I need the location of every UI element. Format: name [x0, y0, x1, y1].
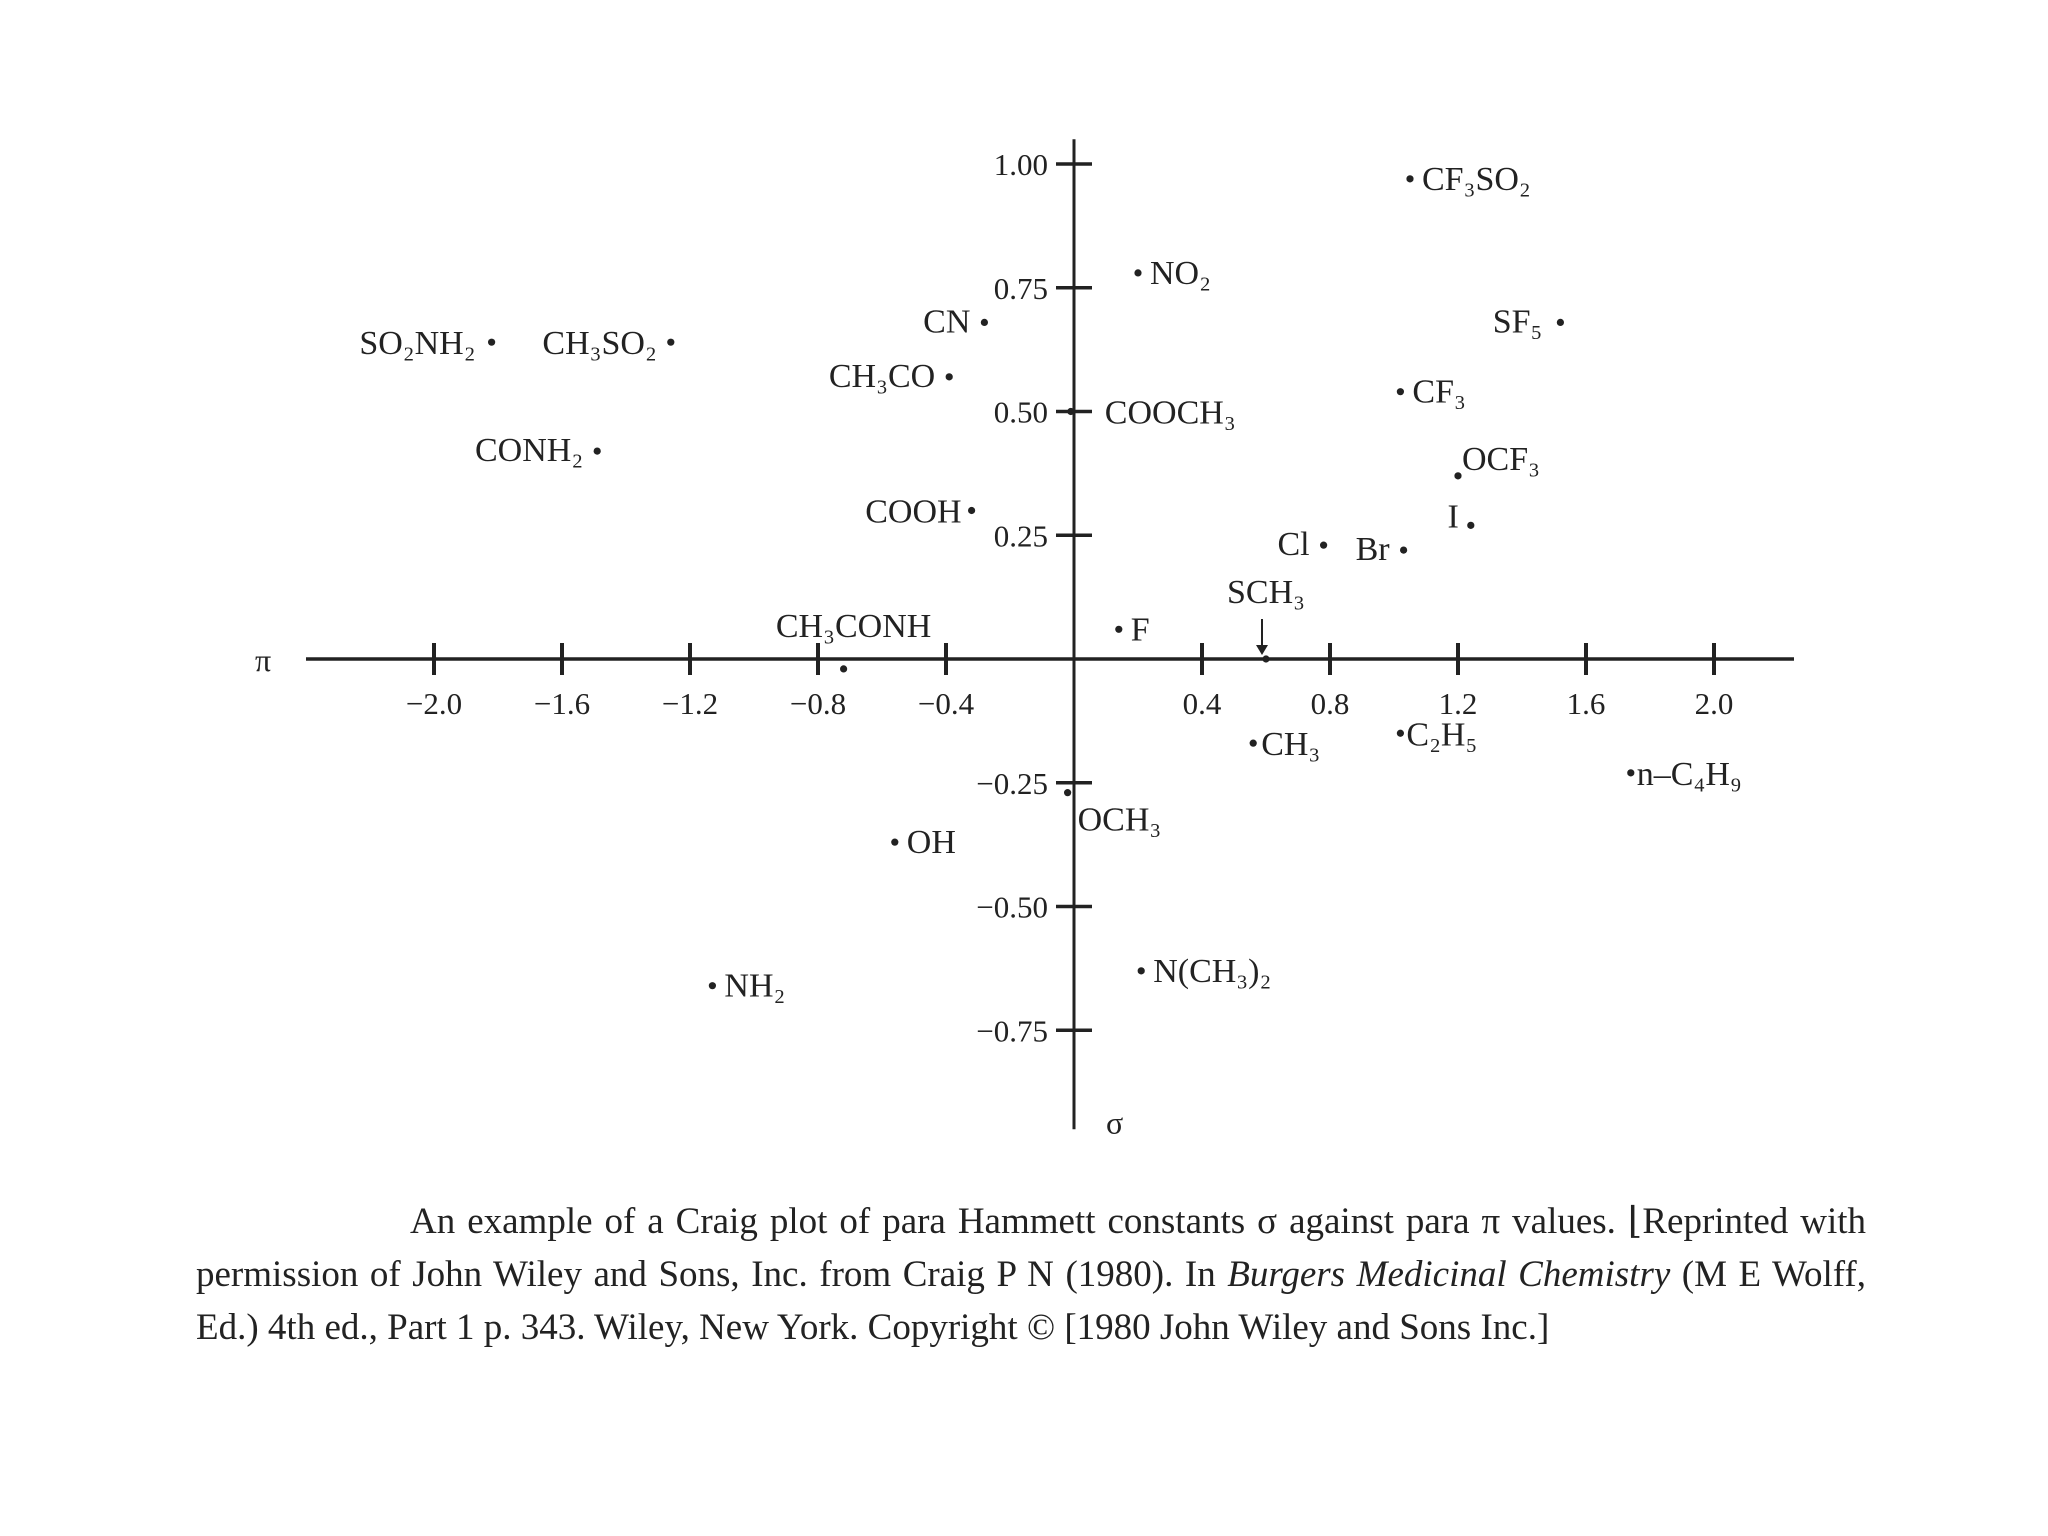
- point-marker: [1467, 522, 1474, 529]
- point-marker: [1134, 269, 1141, 276]
- point-marker: [1557, 319, 1564, 326]
- point-label: CH₃SO₂: [542, 325, 657, 363]
- caption-publication-details: (M E Wolff, Ed.) 4th ed., Part 1 p. 343. Wiley, New York. Copyright © [1980 John Wiley and Sons Inc.]: [196, 1254, 1866, 1348]
- point-label: NO₂: [1150, 254, 1211, 292]
- data-point: [1138, 953, 1272, 990]
- point-marker: [667, 339, 674, 346]
- point-marker: [891, 839, 898, 846]
- data-point: [1277, 526, 1327, 563]
- data-point: [829, 358, 953, 395]
- point-marker: [981, 319, 988, 326]
- point-label: COOH: [865, 493, 962, 531]
- point-marker: [968, 507, 975, 514]
- point-label: OCH₃: [1077, 801, 1162, 839]
- point-marker: [946, 373, 953, 380]
- point-label: Cl: [1277, 526, 1310, 564]
- x-tick-label: 0.8: [1310, 686, 1350, 721]
- data-point: [359, 325, 495, 362]
- point-marker: [709, 982, 716, 989]
- data-point: [475, 432, 601, 469]
- x-tick-label: −1.2: [661, 686, 719, 721]
- data-point: [1454, 441, 1540, 480]
- point-marker: [1064, 789, 1071, 796]
- data-point: [776, 608, 931, 673]
- y-tick-label: −0.75: [976, 1013, 1048, 1049]
- point-label: SO₂NH₂: [359, 325, 476, 363]
- point-label: F: [1130, 611, 1150, 649]
- data-point: [1397, 374, 1466, 411]
- point-marker: [840, 665, 847, 672]
- point-marker: [488, 339, 495, 346]
- point-label: C₂H₅: [1406, 716, 1478, 754]
- data-point: [923, 303, 988, 340]
- point-label: N(CH₃)₂: [1153, 952, 1272, 990]
- point-marker: [1262, 655, 1269, 662]
- x-tick-label: 2.0: [1694, 686, 1734, 721]
- data-point: [1064, 789, 1161, 839]
- data-point: [709, 968, 786, 1005]
- x-tick-label: 0.4: [1182, 686, 1222, 721]
- point-marker: [1397, 730, 1404, 737]
- y-tick-label: 0.75: [993, 270, 1048, 306]
- data-point: [891, 824, 956, 861]
- x-axis-label: π: [255, 642, 272, 678]
- y-axis-label: σ: [1106, 1104, 1124, 1141]
- axes: [306, 139, 1794, 1129]
- point-label: OCF₃: [1462, 440, 1540, 478]
- point-marker: [1067, 408, 1074, 415]
- point-label: CONH₂: [474, 432, 584, 470]
- y-tick-label: 0.25: [993, 518, 1048, 554]
- point-label: CH₃CO: [828, 357, 936, 395]
- point-marker: [1406, 175, 1413, 182]
- point-label: n–C₄H₉: [1636, 755, 1742, 793]
- point-label: CH₃: [1261, 726, 1321, 764]
- data-point: [1397, 716, 1478, 753]
- data-point: [1406, 161, 1530, 198]
- x-tick-label: −1.6: [533, 686, 591, 721]
- caption-reprint-text: ⌊Reprinted with permission of John Wiley and Sons, Inc. from Craig P N (1980). In: [196, 1201, 1867, 1295]
- data-point: [1115, 611, 1150, 648]
- y-tick-label: 1.00: [993, 147, 1048, 182]
- point-marker: [1250, 740, 1257, 747]
- point-arrowhead: [1256, 645, 1268, 655]
- point-marker: [1138, 967, 1145, 974]
- x-tick-label: 1.6: [1566, 686, 1606, 721]
- point-label: SF₅: [1492, 303, 1543, 341]
- x-tick-label: 1.2: [1438, 686, 1478, 721]
- point-label: CF₃SO₂: [1422, 160, 1531, 198]
- x-tick-label: −0.8: [789, 686, 847, 721]
- point-label: COOCH₃: [1104, 394, 1236, 432]
- data-point: [865, 494, 975, 531]
- point-label: NH₂: [724, 967, 786, 1005]
- x-ticks: [406, 643, 1733, 721]
- data-point: [1447, 498, 1474, 535]
- data-point: [1134, 255, 1211, 292]
- y-tick-label: −0.50: [976, 889, 1048, 925]
- point-label: Br: [1355, 531, 1390, 569]
- data-points: [359, 161, 1741, 1005]
- point-label: CF₃: [1412, 373, 1466, 411]
- point-marker: [1454, 472, 1461, 479]
- y-tick-label: −0.25: [976, 765, 1048, 801]
- point-marker: [1115, 626, 1122, 633]
- data-point: [1067, 395, 1235, 432]
- data-point: [1627, 756, 1742, 793]
- point-label: CN: [923, 303, 971, 341]
- figure-caption: [196, 1195, 1866, 1354]
- point-marker: [1397, 388, 1404, 395]
- data-point: [542, 325, 674, 362]
- point-marker: [594, 448, 601, 455]
- point-label: OH: [906, 824, 956, 862]
- x-tick-label: −2.0: [405, 686, 463, 721]
- point-marker: [1627, 769, 1634, 776]
- point-label: SCH₃: [1227, 574, 1305, 611]
- data-point: [1356, 531, 1408, 568]
- y-tick-label: 0.50: [993, 394, 1048, 430]
- point-label: I: [1447, 498, 1459, 536]
- point-marker: [1320, 542, 1327, 549]
- caption-book-title: Burgers Medicinal Chemistry: [1227, 1254, 1671, 1295]
- point-marker: [1400, 547, 1407, 554]
- data-point: [1227, 574, 1305, 663]
- data-point: [1250, 726, 1321, 763]
- data-point: [1493, 303, 1564, 340]
- x-tick-label: −0.4: [917, 686, 975, 721]
- point-label: CH₃CONH: [775, 607, 932, 645]
- caption-line-1: An example of a Craig plot of para Hammett constants σ against para π values.: [410, 1201, 1616, 1242]
